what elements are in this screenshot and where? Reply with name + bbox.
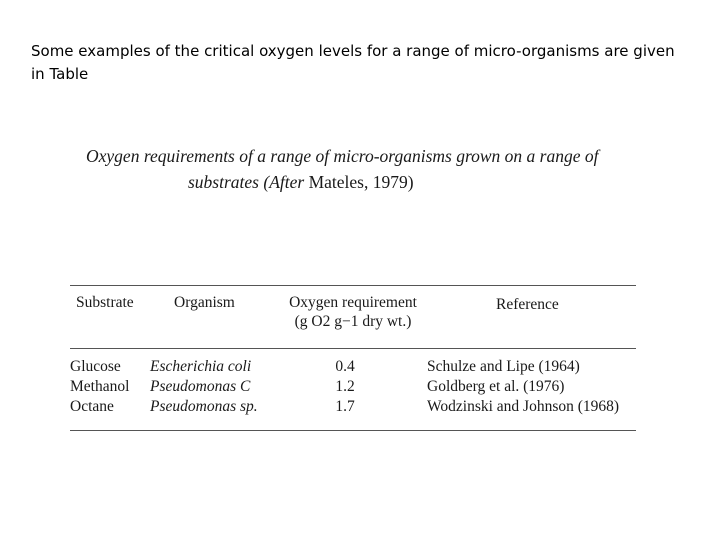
caption-after: After: [269, 172, 305, 192]
caption-citation: Mateles, 1979): [308, 172, 414, 192]
table-row-reference: Wodzinski and Johnson (1968): [427, 398, 620, 415]
table-row-organism: Pseudomonas sp.: [150, 398, 258, 415]
header-reference: Reference: [496, 296, 559, 313]
table-scan: [66, 138, 646, 438]
caption-substrates: substrates (: [188, 172, 270, 192]
header-oxygen-unit: (g O2 g−1 dry wt.): [294, 313, 412, 330]
header-organism: Organism: [174, 294, 235, 311]
table-row-reference: Schulze and Lipe (1964): [427, 358, 580, 375]
intro-paragraph: Some examples of the critical oxygen levels for a range of micro-organisms are given in Table: [31, 42, 675, 83]
caption-line-2: [86, 169, 626, 195]
table-row-reference: Goldberg et al. (1976): [427, 378, 565, 395]
table-top-rule: [70, 285, 636, 286]
header-oxygen: [278, 293, 428, 331]
table-bottom-rule: [70, 430, 636, 431]
table-row-organism: Escherichia coli: [150, 358, 252, 375]
caption-line-1: Oxygen requirements of a range of micro-organisms grown on a range of: [86, 146, 599, 166]
table-row-oxygen: 1.2: [335, 378, 355, 395]
table-caption: [86, 143, 626, 195]
table-row-oxygen: 0.4: [335, 358, 355, 375]
table-row-substrate: Methanol: [70, 378, 130, 395]
table-row-substrate: Glucose: [70, 358, 121, 375]
header-substrate: Substrate: [76, 294, 134, 311]
table-row-organism: Pseudomonas C: [150, 378, 251, 395]
header-oxygen-label: Oxygen requirement: [289, 294, 417, 311]
table-header-rule: [70, 348, 636, 349]
table-row-oxygen: 1.7: [335, 398, 355, 415]
table-row-substrate: Octane: [70, 398, 114, 415]
